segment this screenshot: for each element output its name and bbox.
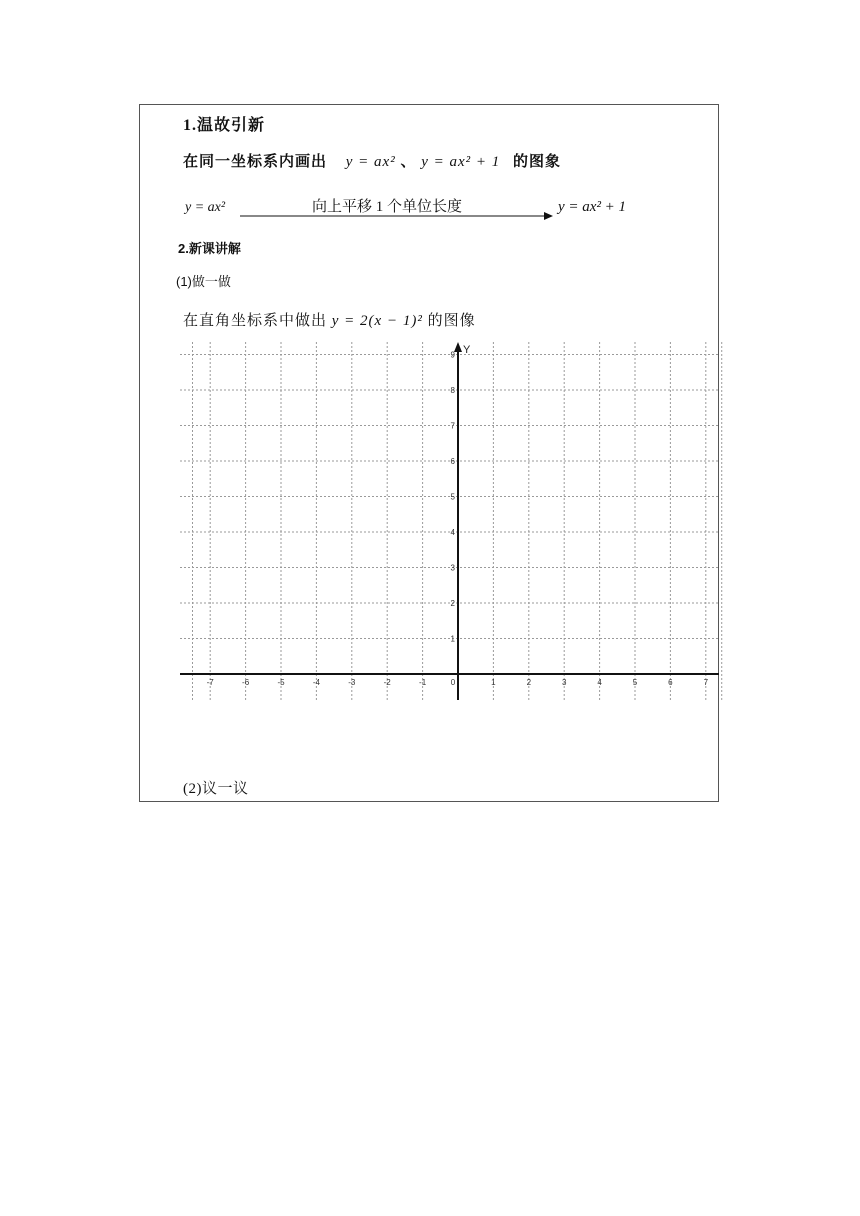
subsection-do: (1)做一做 bbox=[176, 274, 231, 289]
x-tick-label: -4 bbox=[312, 678, 320, 687]
x-tick-label: 6 bbox=[668, 678, 673, 687]
subsection-discuss: (2)议一议 bbox=[183, 781, 249, 797]
y-tick-label: 2 bbox=[450, 599, 455, 608]
y-tick-label: 3 bbox=[450, 563, 455, 573]
x-tick-label: 5 bbox=[632, 678, 638, 687]
transform-to: y = ax² + 1 bbox=[558, 199, 627, 215]
x-tick-label: -3 bbox=[348, 678, 356, 687]
x-tick-label: 7 bbox=[703, 678, 709, 687]
y-axis-arrow bbox=[454, 342, 462, 352]
task-prefix: 在直角坐标系中做出 bbox=[183, 313, 328, 329]
y-tick-label: 1 bbox=[450, 634, 455, 644]
task-formula: y = 2(x − 1)² bbox=[331, 313, 423, 329]
formula-b: y = ax² + 1 bbox=[421, 154, 501, 170]
x-tick-label: -7 bbox=[206, 678, 214, 687]
y-axis-label: Y bbox=[463, 344, 471, 356]
x-tick-label: -2 bbox=[383, 678, 391, 687]
x-tick-label: 4 bbox=[597, 678, 602, 687]
section2-title: 2.新课讲解 bbox=[178, 241, 241, 256]
x-tick-label: 3 bbox=[561, 678, 567, 687]
x-tick-label: -5 bbox=[277, 678, 285, 687]
formula-a: y = ax² bbox=[345, 154, 396, 170]
y-tick-label: 4 bbox=[450, 528, 455, 537]
separator: 、 bbox=[400, 154, 417, 170]
transform-from: y = ax² bbox=[185, 200, 226, 215]
y-tick-label: 9 bbox=[450, 350, 455, 360]
instruction-prefix: 在同一坐标系内画出 bbox=[183, 154, 328, 170]
x-tick-label: -6 bbox=[242, 678, 250, 687]
task-suffix: 的图像 bbox=[427, 313, 476, 329]
y-tick-label: 6 bbox=[450, 457, 455, 466]
x-tick-label: 2 bbox=[526, 678, 532, 687]
instruction-suffix: 的图象 bbox=[513, 154, 562, 170]
section1-title: 1.温故引新 bbox=[183, 117, 266, 134]
y-tick-label: 7 bbox=[450, 421, 455, 431]
y-tick-label: 5 bbox=[450, 492, 455, 502]
x-tick-label: 1 bbox=[491, 678, 496, 687]
x-tick-label: -1 bbox=[419, 678, 427, 687]
transform-label: 向上平移 1 个单位长度 bbox=[312, 199, 463, 215]
y-tick-label: 8 bbox=[450, 386, 455, 395]
x-tick-label: 0 bbox=[450, 678, 456, 687]
